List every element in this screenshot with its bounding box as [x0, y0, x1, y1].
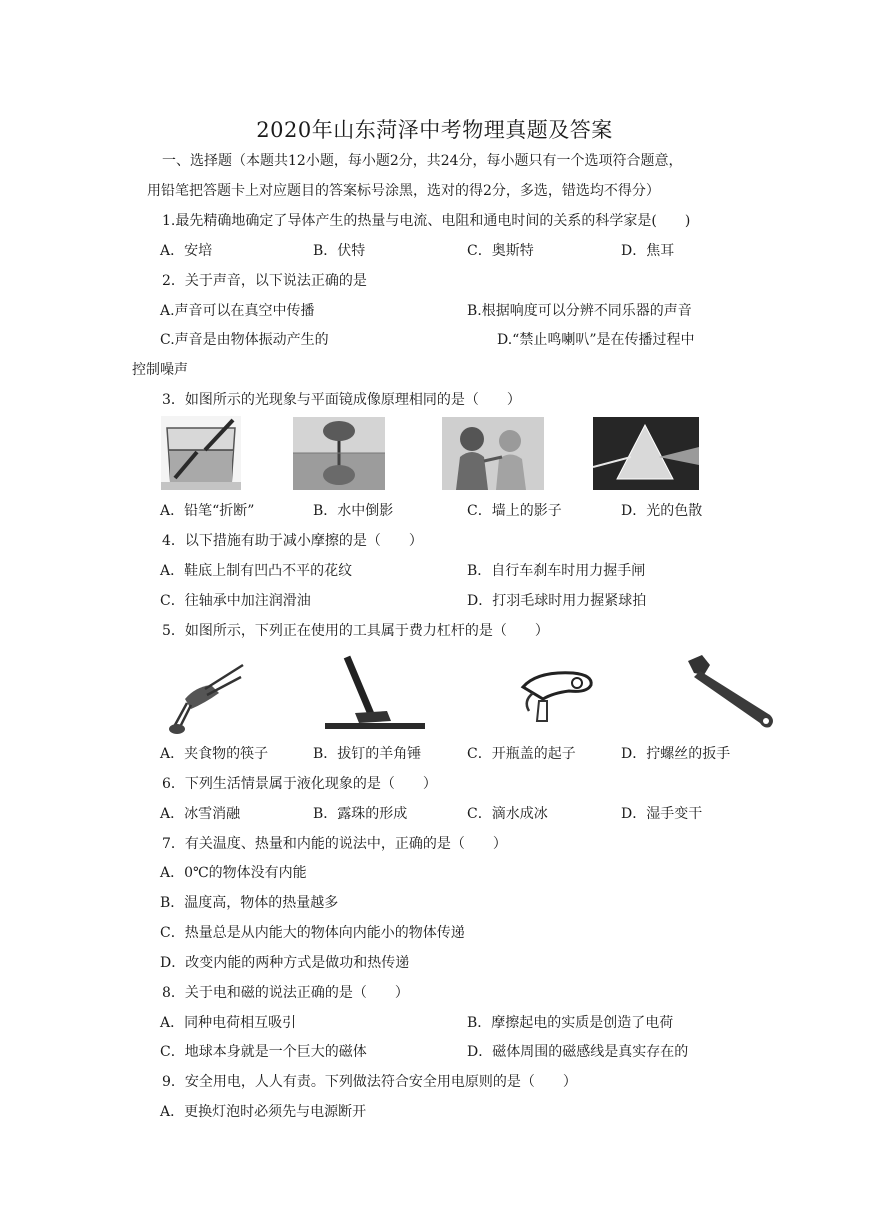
q1-option-d: D．焦耳 [621, 243, 675, 259]
claw-hammer-image [325, 653, 425, 731]
q9-option-a: A．更换灯泡时必须先与电源断开 [160, 1104, 367, 1120]
pencil-in-water-image [161, 416, 241, 490]
prism-dispersion-image [593, 417, 699, 490]
bottle-opener-image [517, 663, 597, 725]
q6-option-a: A．冰雪消融 [160, 806, 241, 822]
q8-option-b: B．摩擦起电的实质是创造了电荷 [467, 1015, 674, 1031]
q7-option-b: B．温度高，物体的热量越多 [160, 895, 339, 911]
q8-option-a: A．同种电荷相互吸引 [160, 1015, 297, 1031]
q7-option-d: D．改变内能的两种方式是做功和热传递 [160, 955, 410, 971]
q6-option-b: B．露珠的形成 [313, 806, 408, 822]
q2-option-a: A.声音可以在真空中传播 [160, 303, 315, 319]
q4-option-b: B．自行车刹车时用力握手闸 [467, 563, 646, 579]
question-6-stem: 6．下列生活情景属于液化现象的是（ ） [162, 776, 437, 792]
q8-option-d: D．磁体周围的磁感线是真实存在的 [467, 1044, 689, 1060]
question-4-stem: 4．以下措施有助于减小摩擦的是（ ） [162, 533, 423, 549]
section-intro-line2: 用铅笔把答题卡上对应题目的答案标号涂黑，选对的得2分，多选，错选均不得分） [147, 183, 660, 199]
q3-option-d: D．光的色散 [621, 503, 703, 519]
q4-option-d: D．打羽毛球时用力握紧球拍 [467, 593, 647, 609]
q2-option-d-continued: 控制噪声 [132, 362, 188, 378]
question-8-stem: 8．关于电和磁的说法正确的是（ ） [162, 985, 409, 1001]
q6-option-c: C．滴水成冰 [467, 806, 548, 822]
chopsticks-image [165, 659, 245, 735]
q7-option-c: C．热量总是从内能大的物体向内能小的物体传递 [160, 925, 465, 941]
q3-option-a: A．铅笔“折断” [160, 503, 255, 519]
page-title: 2020年山东菏泽中考物理真题及答案 [256, 118, 613, 142]
q1-option-a: A．安培 [160, 243, 213, 259]
question-3-stem: 3．如图所示的光现象与平面镜成像原理相同的是（ ） [162, 392, 521, 408]
q1-option-c: C．奥斯特 [467, 243, 534, 259]
q2-option-b: B.根据响度可以分辨不同乐器的声音 [467, 303, 692, 319]
q2-option-c: C.声音是由物体振动产生的 [160, 332, 329, 348]
q4-option-a: A．鞋底上制有凹凸不平的花纹 [160, 563, 353, 579]
q8-option-c: C．地球本身就是一个巨大的磁体 [160, 1044, 367, 1060]
q6-option-d: D．湿手变干 [621, 806, 703, 822]
question-5-stem: 5．如图所示，下列正在使用的工具属于费力杠杆的是（ ） [162, 623, 549, 639]
q5-option-b: B．拔钉的羊角锤 [313, 746, 422, 762]
section-intro-line1: 一、选择题（本题共12小题，每小题2分，共24分，每小题只有一个选项符合题意， [162, 153, 683, 169]
q4-option-c: C．往轴承中加注润滑油 [160, 593, 311, 609]
q3-option-c: C．墙上的影子 [467, 503, 562, 519]
question-9-stem: 9．安全用电，人人有责。下列做法符合安全用电原则的是（ ） [162, 1074, 577, 1090]
q5-option-a: A．夹食物的筷子 [160, 746, 269, 762]
q5-option-c: C．开瓶盖的起子 [467, 746, 576, 762]
question-1-stem: 1.最先精确地确定了导体产生的热量与电流、电阻和通电时间的关系的科学家是( ) [162, 213, 691, 229]
q3-option-b: B．水中倒影 [313, 503, 394, 519]
q2-option-d: D.“禁止鸣喇叭”是在传播过程中 [497, 332, 695, 348]
tree-reflection-image [293, 417, 385, 490]
question-7-stem: 7．有关温度、热量和内能的说法中，正确的是（ ） [162, 836, 507, 852]
q7-option-a: A．0℃的物体没有内能 [160, 865, 307, 881]
wall-shadow-image [442, 417, 544, 490]
wrench-image [680, 651, 780, 731]
q1-option-b: B．伏特 [313, 243, 366, 259]
q5-option-d: D．拧螺丝的扳手 [621, 746, 731, 762]
question-2-stem: 2．关于声音，以下说法正确的是 [162, 273, 367, 289]
